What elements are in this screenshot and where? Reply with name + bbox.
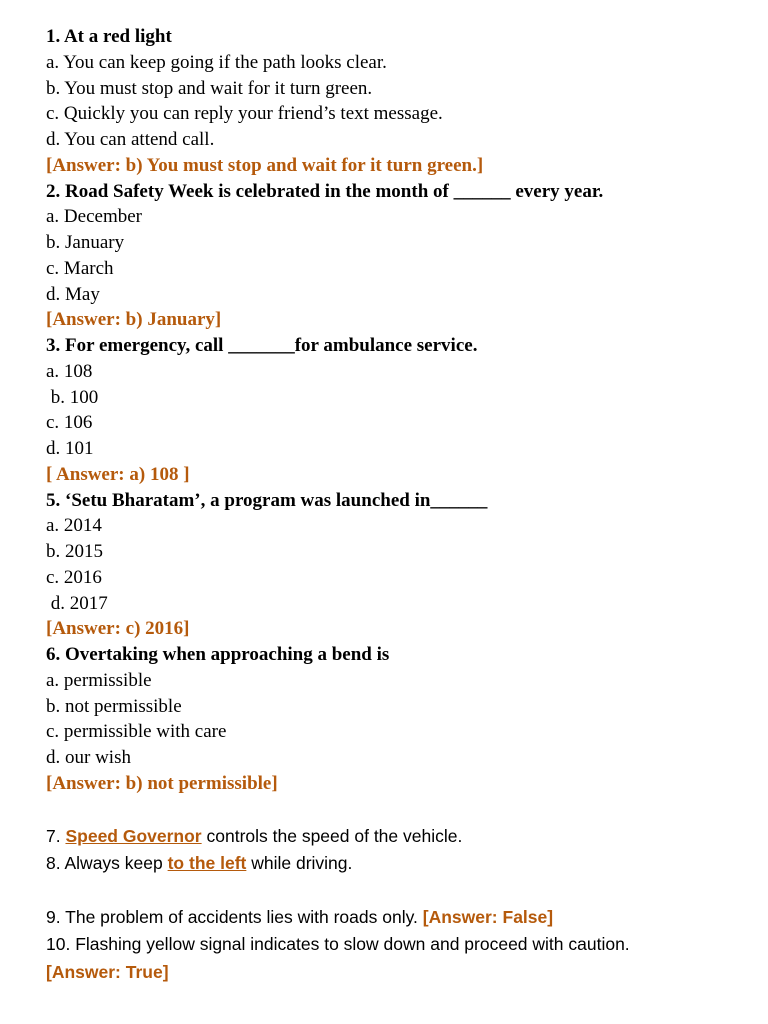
fill-blank-answer: to the left	[167, 853, 247, 873]
true-false-section	[46, 904, 746, 987]
section-spacer	[46, 797, 746, 823]
option: b. not permissible	[46, 695, 182, 717]
question-text: 2. Road Safety Week is celebrated in the month of ______ every year.	[46, 180, 604, 202]
true-false-answer: [Answer: True]	[46, 961, 169, 982]
option: a. 108	[46, 360, 93, 382]
quiz-document	[46, 24, 746, 986]
option: a. permissible	[46, 669, 152, 691]
fill-blank-suffix: controls the speed of the vehicle.	[201, 825, 463, 846]
true-false-item	[46, 904, 746, 932]
fill-blank-item	[46, 823, 746, 851]
true-false-item	[46, 931, 746, 959]
option: c. 2016	[46, 566, 102, 588]
option: c. 106	[46, 412, 93, 434]
fill-blank-answer: Speed Governor	[65, 825, 202, 846]
option: b. 100	[46, 386, 99, 408]
question-text: 1. At a red light	[46, 26, 172, 47]
answer-text: [ Answer: a) 108 ]	[46, 463, 190, 485]
true-false-statement: 9. The problem of accidents lies with roads only.	[46, 906, 423, 927]
answer-text: [Answer: c) 2016]	[46, 618, 190, 640]
question-block	[46, 179, 746, 334]
option: d. May	[46, 283, 100, 305]
option: d. 2017	[46, 592, 108, 614]
option: b. You must stop and wait for it turn green.	[46, 77, 373, 99]
question-block	[46, 488, 746, 643]
answer-text: [Answer: b) You must stop and wait for it turn green.]	[46, 154, 484, 176]
option: c. Quickly you can reply your friend’s text message.	[46, 103, 443, 125]
answer-text: [Answer: b) January]	[46, 309, 222, 331]
section-spacer	[46, 878, 746, 904]
fill-blank-prefix: 7.	[46, 825, 66, 846]
option: d. 101	[46, 438, 94, 459]
question-block	[46, 333, 746, 488]
option: c. March	[46, 257, 114, 279]
option: c. permissible with care	[46, 721, 227, 743]
fill-blank-item	[46, 850, 746, 878]
option: a. December	[46, 206, 142, 228]
option: d. You can attend call.	[46, 129, 215, 150]
fill-blank-prefix: 8. Always keep	[46, 853, 168, 873]
true-false-statement: 10. Flashing yellow signal indicates to slow down and proceed with caution.	[46, 934, 630, 954]
question-text: 3. For emergency, call _______for ambulance service.	[46, 335, 478, 356]
fill-blanks-section	[46, 823, 746, 878]
answer-text: [Answer: b) not permissible]	[46, 772, 278, 794]
option: d. our wish	[46, 747, 131, 768]
true-false-answer: [Answer: False]	[422, 906, 554, 927]
question-block	[46, 642, 746, 797]
question-block	[46, 24, 746, 179]
option: b. January	[46, 232, 125, 253]
question-text: 6. Overtaking when approaching a bend is	[46, 644, 390, 665]
fill-blank-suffix: while driving.	[246, 853, 353, 873]
true-false-item	[46, 959, 746, 987]
mcq-section	[46, 24, 746, 797]
option: a. 2014	[46, 515, 102, 537]
option: b. 2015	[46, 541, 103, 562]
option: a. You can keep going if the path looks clear.	[46, 51, 387, 73]
question-text: 5. ‘Setu Bharatam’, a program was launched in______	[46, 489, 488, 511]
